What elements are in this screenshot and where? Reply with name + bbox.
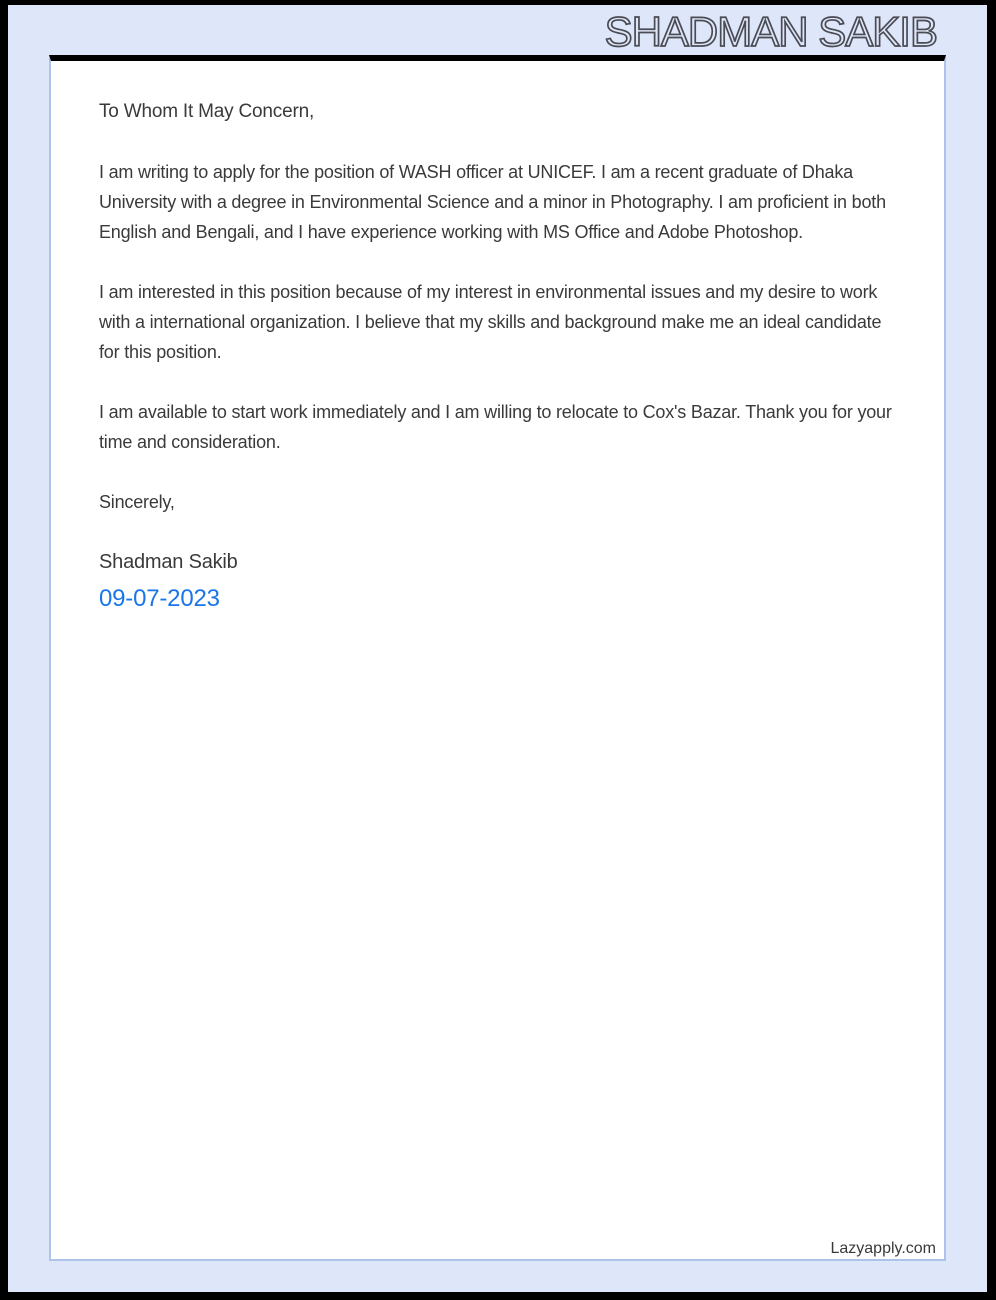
closing: Sincerely, xyxy=(99,492,175,512)
letter-paragraph: I am writing to apply for the position of WASH officer at UNICEF. I am a recent graduate of Dhaka University with a degree in Environmental Science and a minor in Photography. I am proficient in both English and Bengali, and I have experience working with MS Office and Adobe Photoshop. xyxy=(99,162,886,242)
letter-paragraph: I am interested in this position because of my interest in environmental issues and my desire to work with a international organization. I believe that my skills and background make me an ideal candidate for this position. xyxy=(99,282,882,362)
brand-watermark: Lazyapply.com xyxy=(830,1240,936,1257)
document-background xyxy=(8,5,987,1292)
letter-page xyxy=(49,55,946,1261)
page-title: SHADMAN SAKIB xyxy=(604,8,937,55)
salutation: To Whom It May Concern, xyxy=(99,101,315,122)
signature-name: Shadman Sakib xyxy=(99,551,238,573)
letter-date: 09-07-2023 xyxy=(99,585,220,612)
letter-paragraph: I am available to start work immediately and I am willing to relocate to Cox's Bazar. Thank you for your time and consideration. xyxy=(99,402,892,452)
letter-body xyxy=(99,61,901,614)
